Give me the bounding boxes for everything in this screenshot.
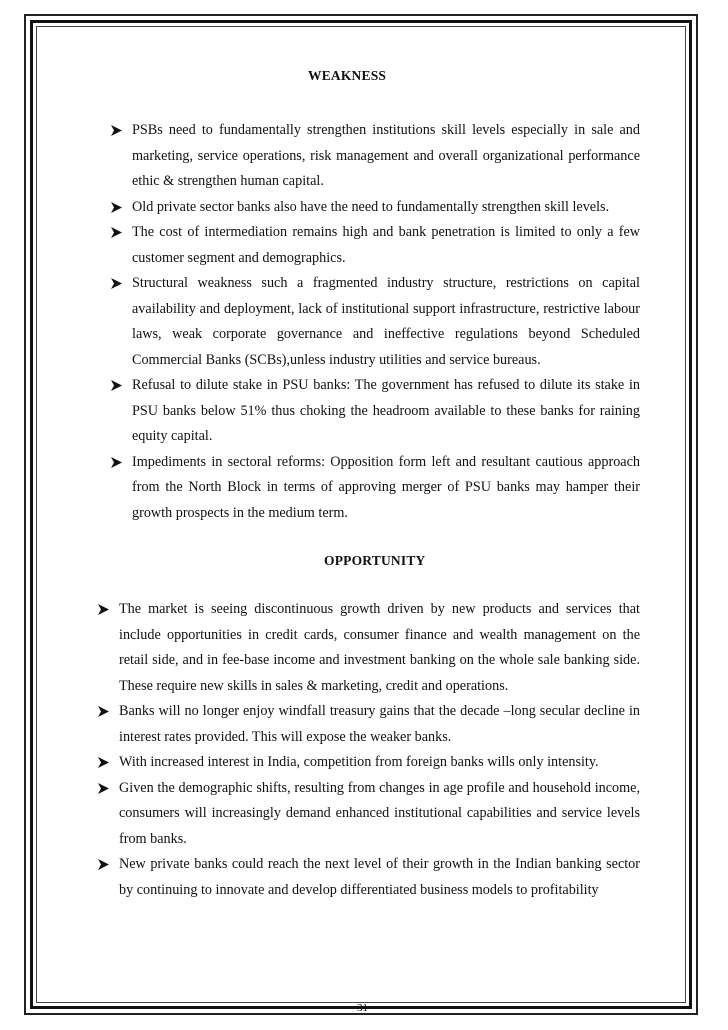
arrowhead-bullet-icon — [95, 699, 113, 724]
weakness-heading: WEAKNESS — [308, 68, 387, 83]
arrowhead-bullet-icon — [108, 373, 126, 398]
arrowhead-bullet-icon — [95, 776, 113, 801]
opportunity-heading: OPPORTUNITY — [324, 553, 426, 568]
list-item: PSBs need to fundamentally strengthen institutions skill levels especially in sale and marketing, service operations, risk management and overall organizational performance ethic & strengthen human capital. — [108, 118, 640, 195]
list-item: Refusal to dilute stake in PSU banks: The government has refused to dilute its stake in PSU banks below 51% thus choking the headroom available to these banks for raining equity capital. — [108, 373, 640, 450]
opportunity-list — [95, 597, 640, 903]
list-item: Banks will no longer enjoy windfall treasury gains that the decade –long secular decline in interest rates provided. This will expose the weaker banks. — [95, 699, 640, 750]
list-item: Old private sector banks also have the need to fundamentally strengthen skill levels. — [108, 195, 640, 221]
list-item: Given the demographic shifts, resulting from changes in age profile and household income, consumers will increasingly demand enhanced institutional capabilities and service levels from banks. — [95, 776, 640, 853]
arrowhead-bullet-icon — [95, 852, 113, 877]
arrowhead-bullet-icon — [108, 271, 126, 296]
list-item: The cost of intermediation remains high and bank penetration is limited to only a few customer segment and demographics. — [108, 220, 640, 271]
list-item: Structural weakness such a fragmented industry structure, restrictions on capital availability and deployment, lack of institutional support infrastructure, restrictive labour laws, weak corporate governance and ineffective regulations beyond Scheduled Commercial Banks (SCBs),unless industry utilities and service bureaus. — [108, 271, 640, 373]
list-item: Impediments in sectoral reforms: Opposition form left and resultant cautious approach from the North Block in terms of approving merger of PSU banks may hamper their growth prospects in the medium term. — [108, 450, 640, 527]
arrowhead-bullet-icon — [108, 450, 126, 475]
arrowhead-bullet-icon — [108, 118, 126, 143]
list-item: With increased interest in India, competition from foreign banks wills only intensity. — [95, 750, 640, 776]
list-item: The market is seeing discontinuous growth driven by new products and services that include opportunities in credit cards, consumer finance and wealth management on the retail side, and in fee-base income and investment banking on the whole sale banking side. These require new skills in sales & marketing, credit and operations. — [95, 597, 640, 699]
weakness-list — [108, 118, 640, 526]
arrowhead-bullet-icon — [95, 750, 113, 775]
page-number: 31 — [357, 1002, 368, 1014]
arrowhead-bullet-icon — [108, 220, 126, 245]
arrowhead-bullet-icon — [108, 195, 126, 220]
list-item: New private banks could reach the next level of their growth in the Indian banking sector by continuing to innovate and develop differentiated business models to profitability — [95, 852, 640, 903]
arrowhead-bullet-icon — [95, 597, 113, 622]
